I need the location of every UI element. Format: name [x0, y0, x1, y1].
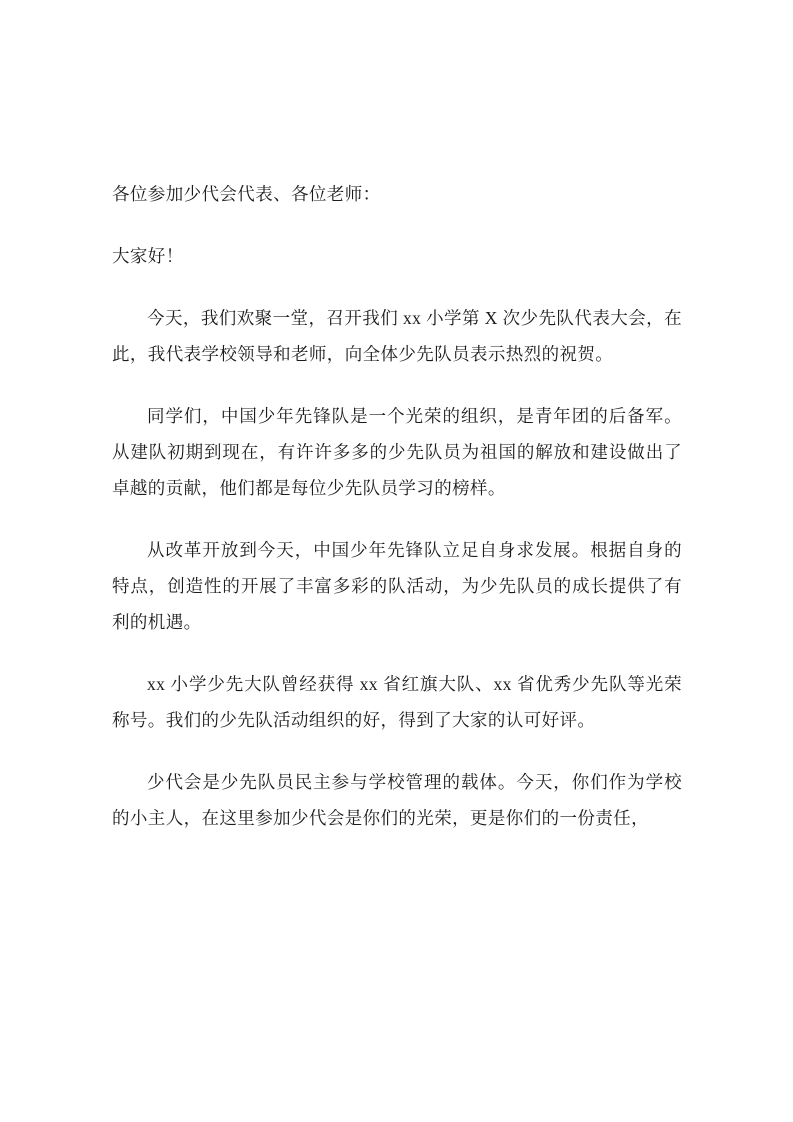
- paragraph-body-5: 少代会是少先队员民主参与学校管理的载体。今天，你们作为学校的小主人，在这里参加少代会是你们的光荣，更是你们的一份责任，: [112, 772, 682, 828]
- paragraph-body-1: 今天，我们欢聚一堂，召开我们 xx 小学第 X 次少先队代表大会，在此，我代表学校领导和老师，向全体少先队员表示热烈的祝贺。: [112, 308, 682, 364]
- paragraph-greeting: 大家好！: [112, 246, 184, 266]
- paragraph-body-4: xx 小学少先大队曾经获得 xx 省红旗大队、xx 省优秀少先队等光荣称号。我们的少先队活动组织的好，得到了大家的认可好评。: [112, 674, 682, 730]
- document-body: [112, 176, 682, 836]
- paragraph-salutation: 各位参加少代会代表、各位老师：: [112, 184, 381, 204]
- paragraph-body-2: 同学们，中国少年先锋队是一个光荣的组织，是青年团的后备军。从建队初期到现在，有许许多多的少先队员为祖国的解放和建设做出了卓越的贡献，他们都是每位少先队员学习的榜样。: [112, 406, 682, 498]
- paragraph-body-3: 从改革开放到今天，中国少年先锋队立足自身求发展。根据自身的特点，创造性的开展了丰富多彩的队活动，为少先队员的成长提供了有利的机遇。: [112, 540, 682, 632]
